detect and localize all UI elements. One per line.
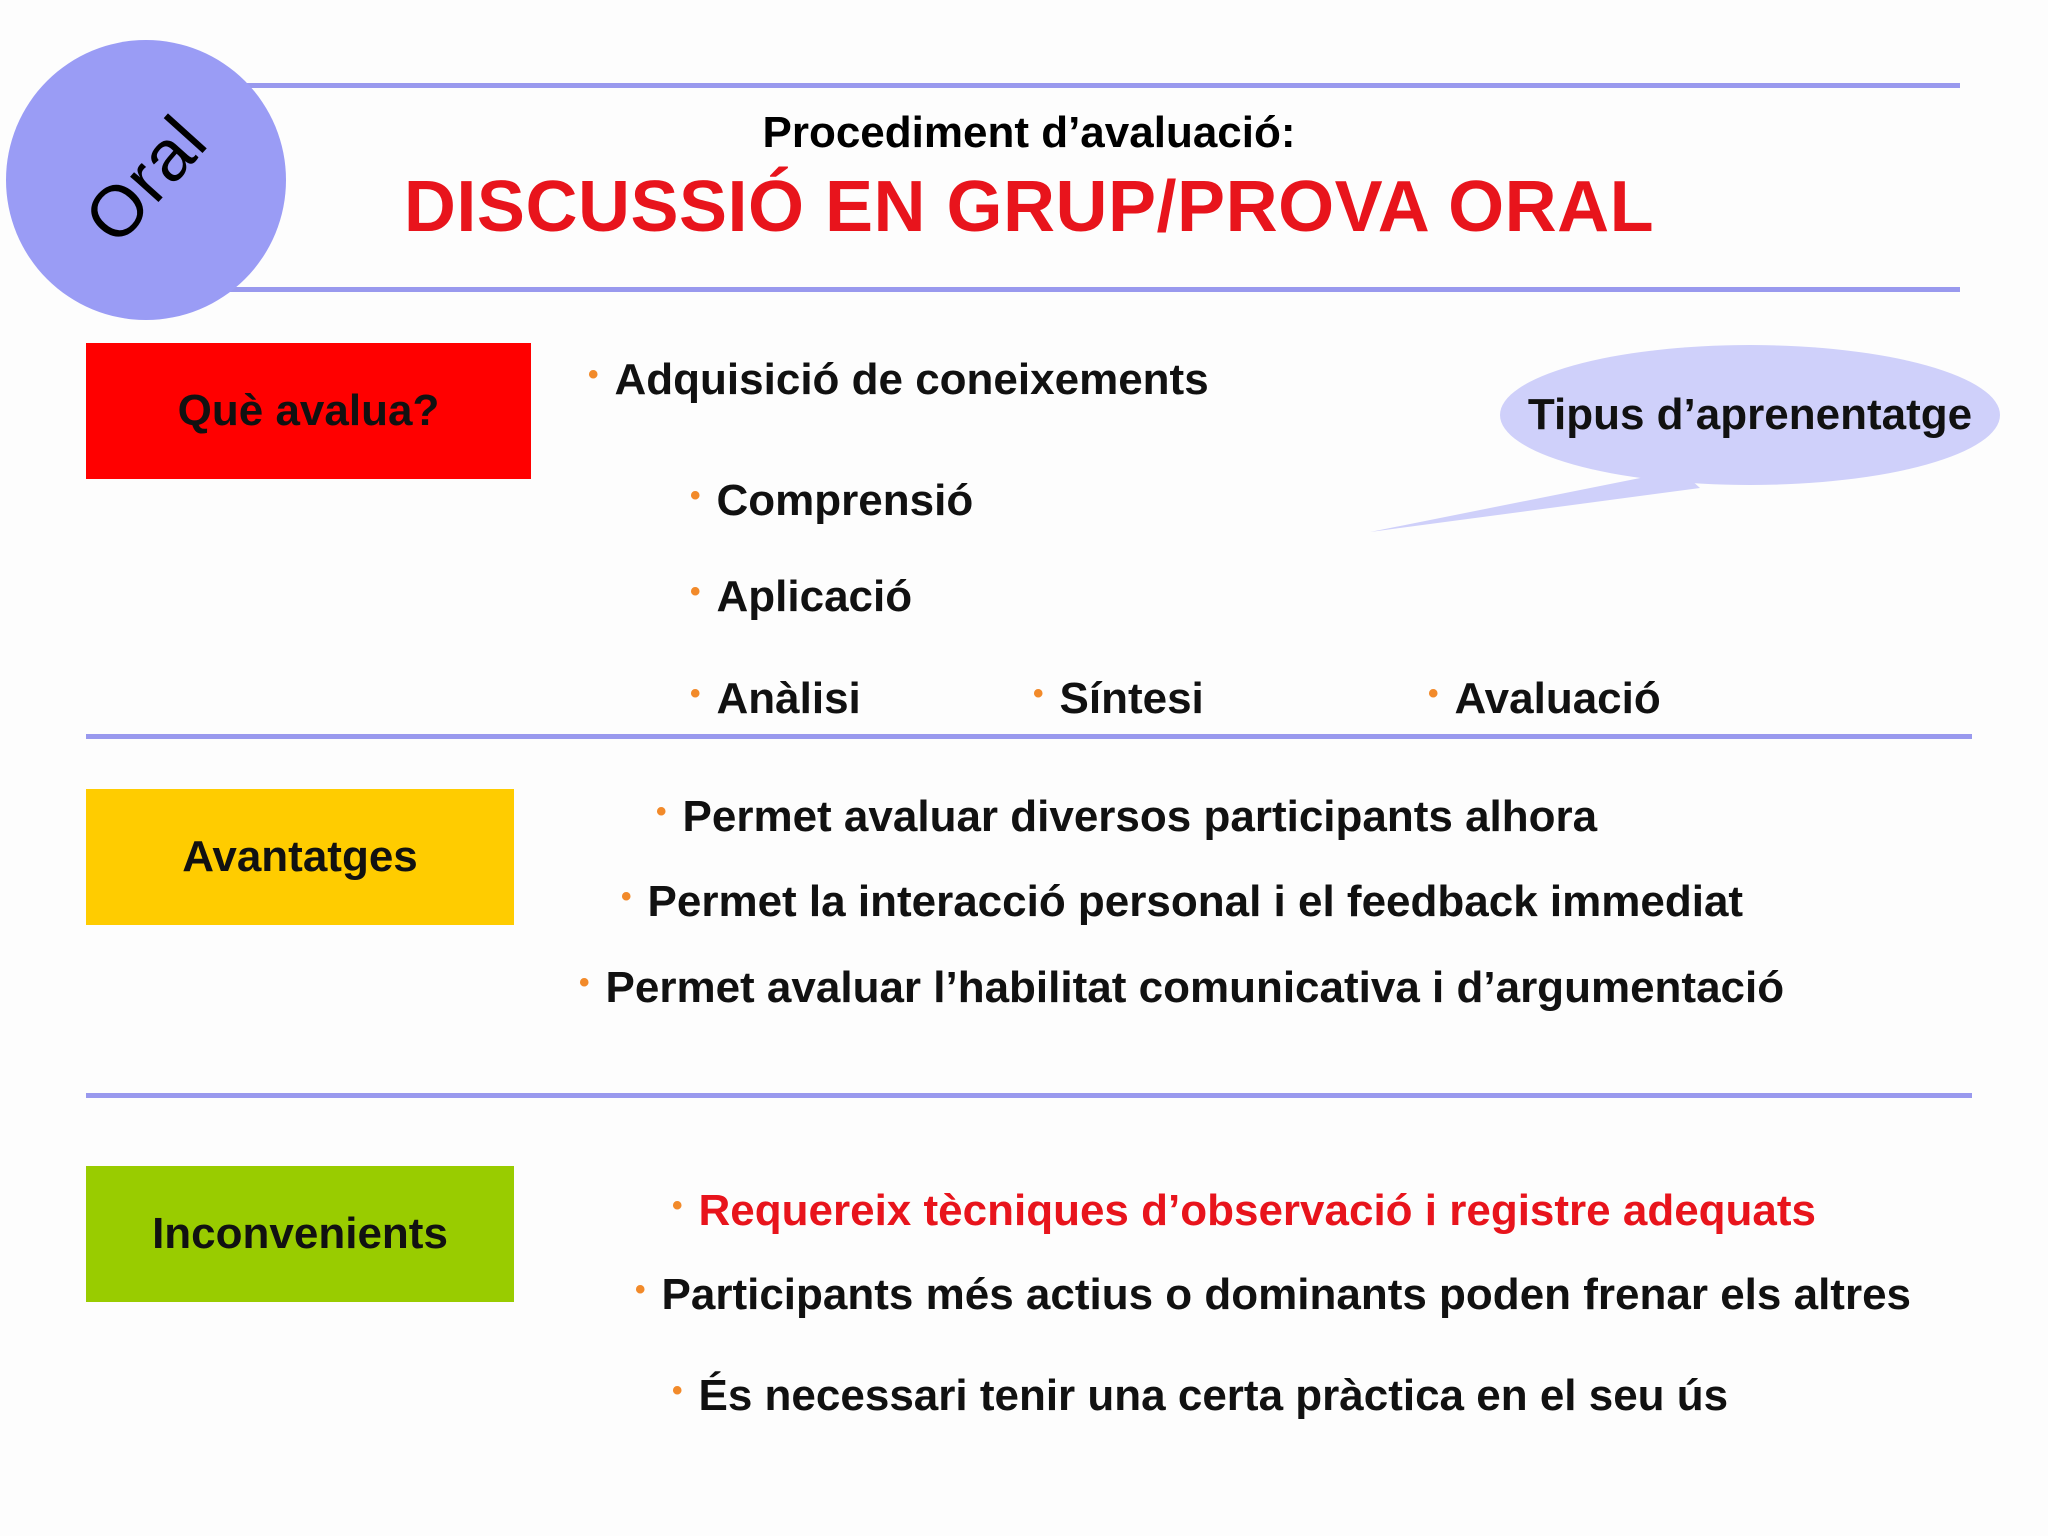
learning-item-text: Comprensió bbox=[716, 476, 974, 525]
bullet-icon: • bbox=[579, 966, 590, 999]
drawbacks-label: Inconvenients bbox=[86, 1166, 514, 1302]
learning-type-callout: Tipus d’aprenentatge bbox=[1500, 345, 2000, 485]
advantage-item-text: Permet avaluar l’habilitat comunicativa i d’argumentació bbox=[605, 963, 1785, 1012]
learning-item-text: Síntesi bbox=[1059, 674, 1204, 723]
advantage-item-text: Permet avaluar diversos participants alhora bbox=[682, 792, 1598, 841]
learning-item-text: Anàlisi bbox=[716, 674, 861, 723]
drawback-item bbox=[672, 1186, 1816, 1236]
advantage-item bbox=[579, 963, 1784, 1013]
drawback-item-text: Requereix tècniques d’observació i registre adequats bbox=[698, 1186, 1817, 1235]
page-subtitle: Procediment d’avaluació: bbox=[762, 108, 1296, 157]
oral-badge-label: Oral bbox=[69, 101, 223, 259]
learning-item-synthesis bbox=[1033, 674, 1204, 724]
page-title: DISCUSSIÓ EN GRUP/PROVA ORAL bbox=[403, 167, 1655, 247]
header-top-rule bbox=[220, 83, 1960, 88]
bullet-icon: • bbox=[621, 880, 632, 913]
learning-item-evaluation bbox=[1428, 674, 1661, 724]
bullet-icon: • bbox=[672, 1189, 683, 1222]
bullet-icon: • bbox=[635, 1273, 646, 1306]
section-divider-1 bbox=[86, 734, 1972, 739]
bullet-icon: • bbox=[690, 677, 701, 710]
advantages-label: Avantatges bbox=[86, 789, 514, 925]
drawback-item-text: És necessari tenir una certa pràctica en el seu ús bbox=[698, 1371, 1729, 1420]
learning-item-comprehension bbox=[690, 476, 973, 526]
bullet-icon: • bbox=[656, 795, 667, 828]
learning-item-application bbox=[690, 572, 912, 622]
main-item bbox=[588, 355, 1209, 405]
advantage-item-text: Permet la interacció personal i el feedback immediat bbox=[647, 877, 1744, 926]
main-item-text: Adquisició de coneixements bbox=[614, 355, 1209, 404]
drawback-item-text: Participants més actius o dominants poden frenar els altres bbox=[661, 1270, 1912, 1319]
bullet-icon: • bbox=[1033, 677, 1044, 710]
section-divider-2 bbox=[86, 1093, 1972, 1098]
learning-item-analysis bbox=[690, 674, 861, 724]
drawback-item bbox=[672, 1371, 1728, 1421]
bullet-icon: • bbox=[588, 358, 599, 391]
learning-item-text: Aplicació bbox=[716, 572, 913, 621]
drawback-item bbox=[635, 1270, 1911, 1320]
header-bottom-rule bbox=[200, 287, 1960, 292]
bullet-icon: • bbox=[690, 575, 701, 608]
callout-tail bbox=[1370, 470, 1710, 540]
what-evaluates-label: Què avalua? bbox=[86, 343, 531, 479]
advantage-item bbox=[621, 877, 1743, 927]
bullet-icon: • bbox=[690, 479, 701, 512]
advantage-item bbox=[656, 792, 1597, 842]
learning-item-text: Avaluació bbox=[1454, 674, 1661, 723]
bullet-icon: • bbox=[1428, 677, 1439, 710]
bullet-icon: • bbox=[672, 1374, 683, 1407]
